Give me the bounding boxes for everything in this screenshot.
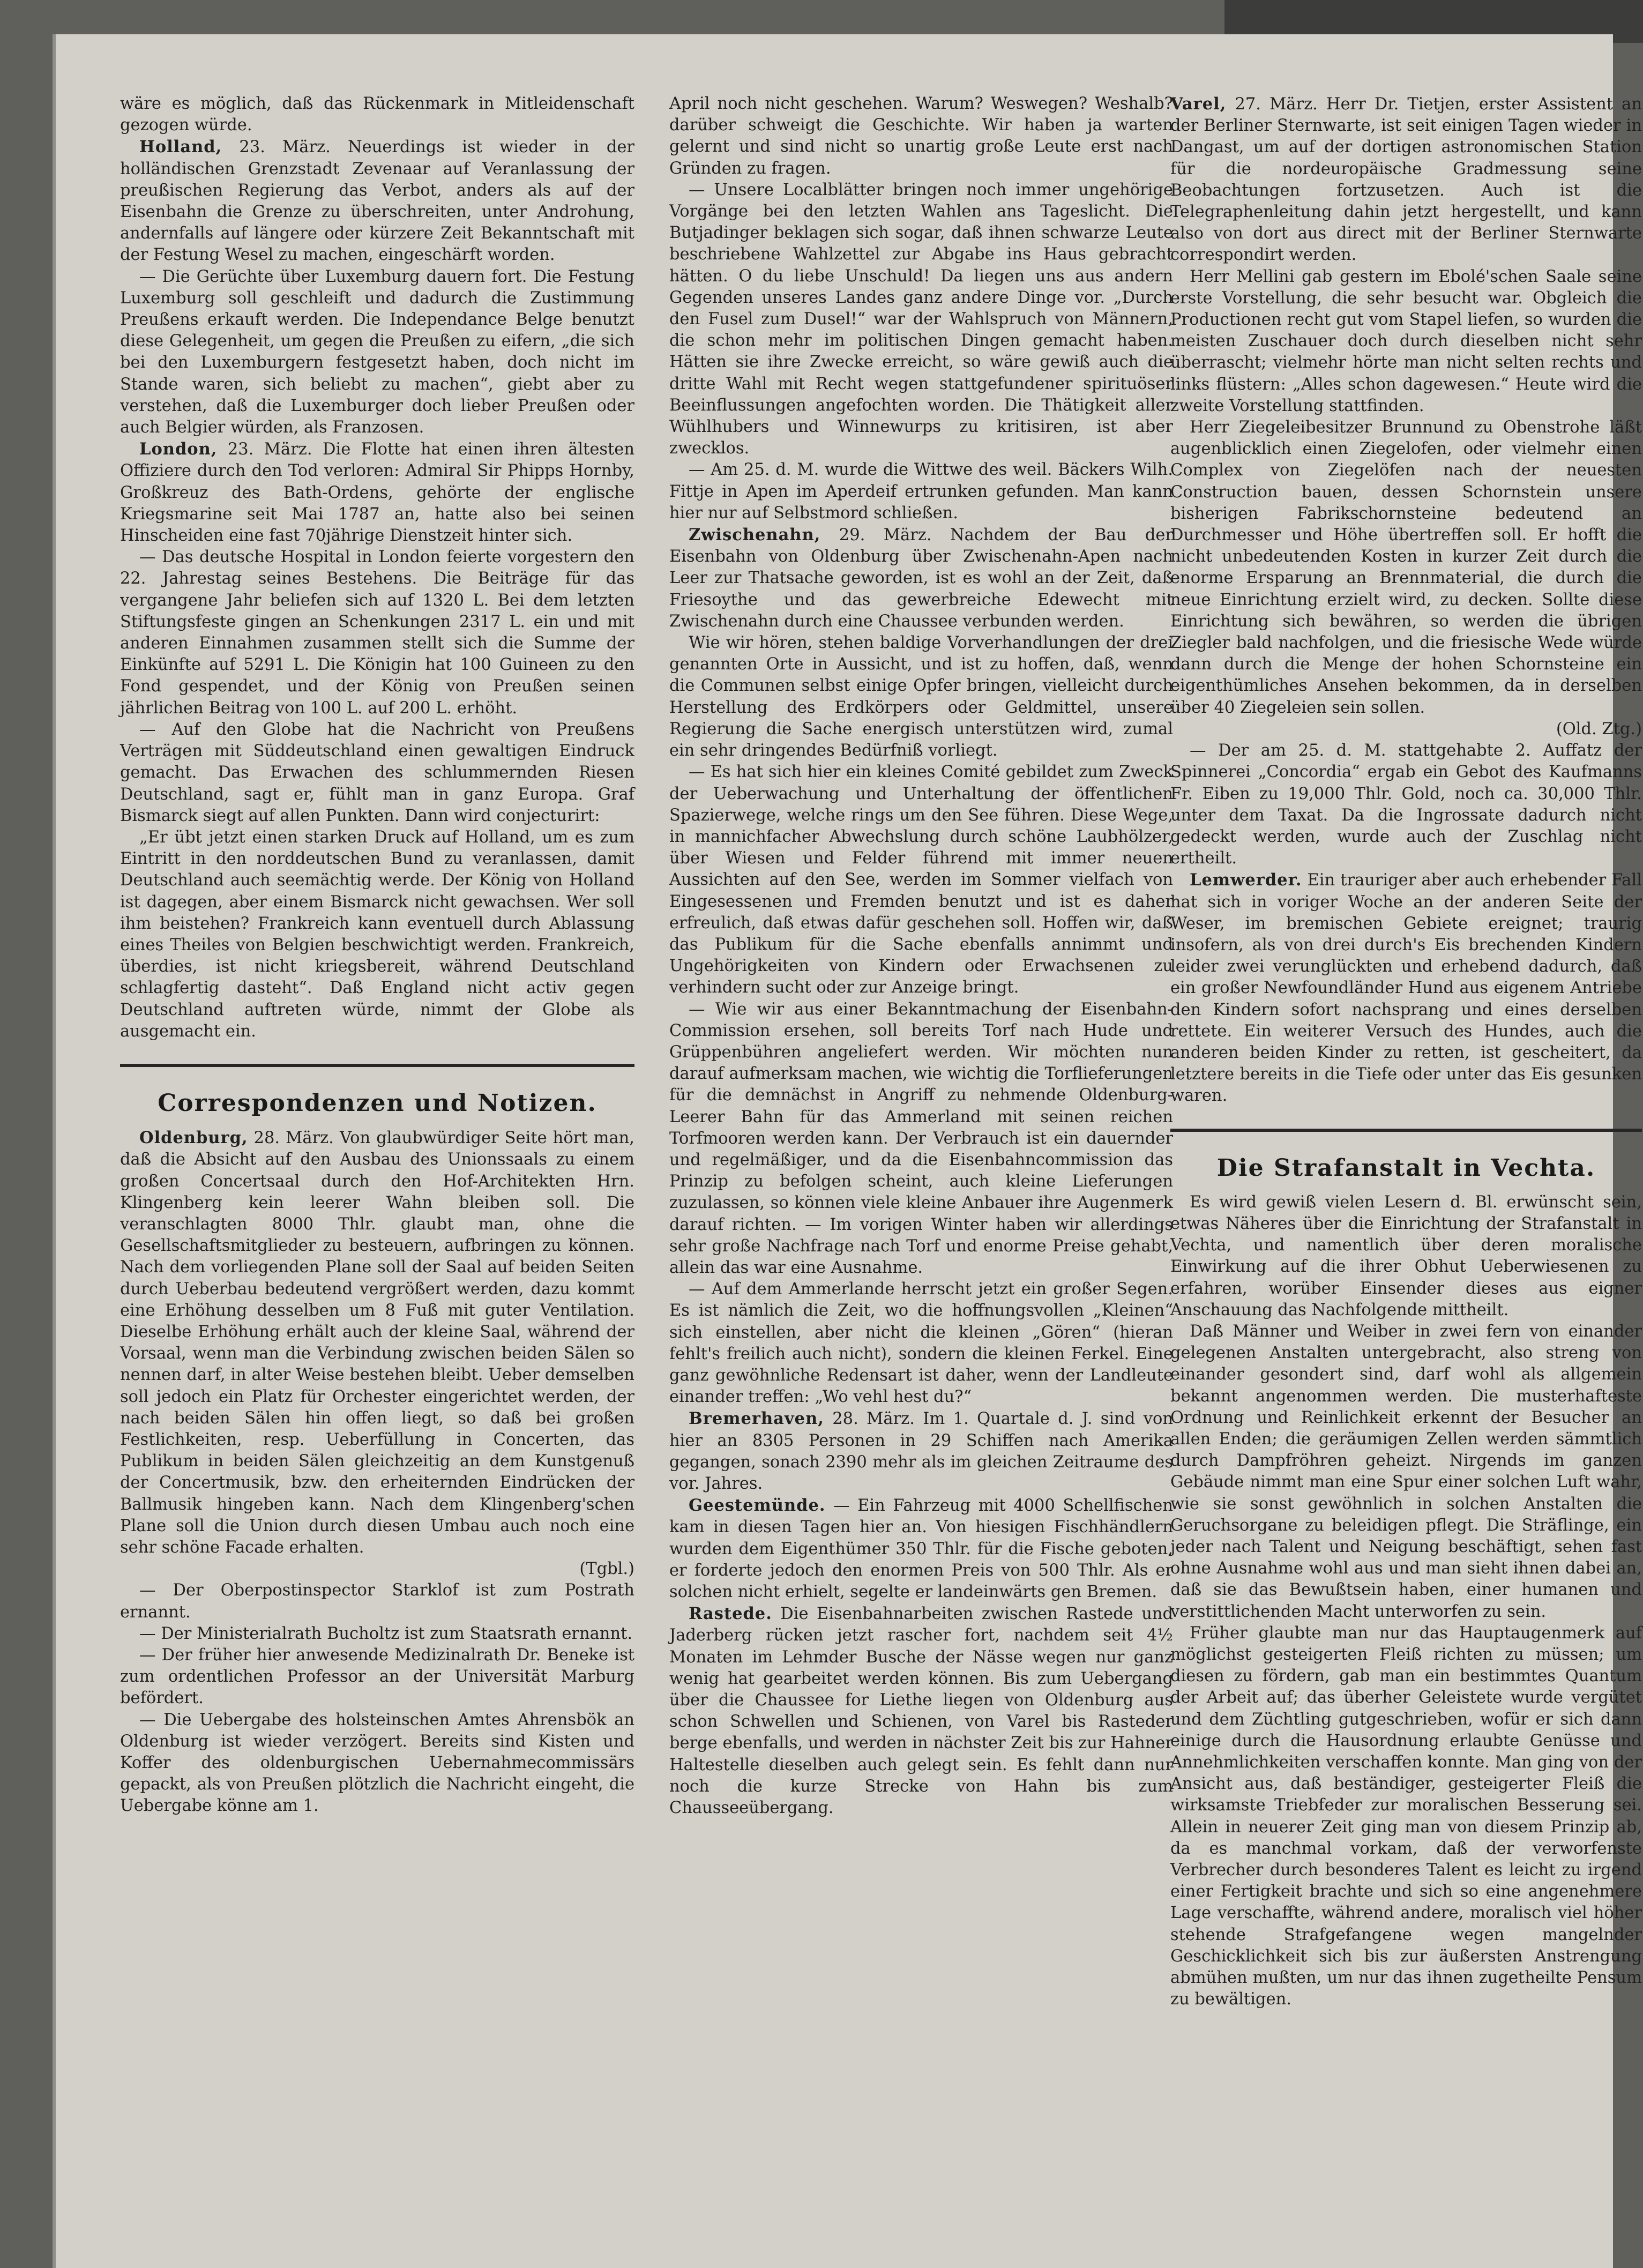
paragraph: — Der früher hier anwesende Medizinalrath Dr. Beneke ist zum ordentlichen Professor an der Universität Marburg befördert. (120, 1646, 634, 1708)
paragraph: „Er übt jetzt einen starken Druck auf Holland, um es zum Eintritt in den norddeutschen Bund zu veranlassen, damit Deutschland auch seemächtig werde. Der König von Holland ist dagegen, aber einem Bismarck nicht gewachsen. Wer soll ihm beistehen? Frankreich kann eventuell durch Ablassung eines Theiles von Belgien beschwichtigt werden. Frankreich, überdies, ist nicht kriegsbereit, während Deutschland schlagfertig dasteht“. Daß England nicht activ gegen Deutschland auftreten würde, nimmt der Globe als ausgemacht ein. (120, 827, 634, 1041)
dateline-place: Rastede. (689, 1604, 772, 1624)
section-divider (1170, 1129, 1642, 1132)
dateline-place: Zwischenahn, (689, 525, 821, 545)
paragraph: Es wird gewiß vielen Lesern d. Bl. erwünscht sein, etwas Näheres über die Einrichtung der Strafanstalt in Vechta, und namentlich über deren moralische Einwirkung auf die ihrer Obhut Ueberwiesenen zu erfahren, worüber Einsender dieses aus eigner Anschauung das Nachfolgende mittheilt. (1170, 1192, 1642, 1319)
article-heading: Die Strafanstalt in Vechta. (1216, 1154, 1596, 1182)
section-divider (120, 1064, 634, 1067)
paragraph: — Auf dem Ammerlande herrscht jetzt ein großer Segen. Es ist nämlich die Zeit, wo die hoffnungsvollen „Kleinen“ sich einstellen, aber nicht die kleinen „Gören“ (hieran fehlt's freilich auch nicht), sondern die kleinen Ferkel. Eine ganz gewöhnliche Redensart ist daher, wenn der Landleute einander treffen: „Wo vehl hest du?“ (669, 1280, 1173, 1407)
paragraph: Früher glaubte man nur das Hauptaugenmerk auf möglichst gesteigerten Fleiß richten zu müssen; um diesen zu fördern, gab man ein bestimmtes Quantum der Arbeit auf; das überher Geleistete wurde vergütet und dem Züchtling gutgeschrieben, wofür er sich dann einige durch die Hausordnung erlaubte Genüsse und Annehmlichkeiten verschaffen konnte. Man ging von der Ansicht aus, daß beständiger, gesteigerter Fleiß die wirksamste Triebfeder zur moralischen Besserung sei. Allein in neuerer Zeit ging man von diesem Prinzip ab, da es manchmal vorkam, daß der verworfenste Verbrecher durch besonderes Talent es leicht zu irgend einer Fertigkeit brachte und sich so eine angenehmere Lage verschaffte, während andere, moralisch viel höher stehende Strafgefangene wegen mangelnder Geschicklichkeit sich bis zur äußersten Anstrengung abmühen mußten, um nur das ihnen zugetheilte Pensum zu bewältigen. (1170, 1623, 1642, 2009)
paragraph: — Die Gerüchte über Luxemburg dauern fort. Die Festung Luxemburg soll geschleift und dadurch die Zustimmung Preußens erkauft werden. Die Independance Belge benutzt diese Gelegenheit, um gegen die Preußen zu eifern, „die sich bei den Luxemburgern festgesetzt haben, doch nicht im Stande waren, sich beliebt zu machen“, giebt aber zu verstehen, daß die Luxemburger doch lieber Preußen oder auch Belgier würden, als Franzosen. (120, 267, 634, 437)
dateline-place: Geestemünde. (689, 1496, 826, 1516)
source-signature: (Tgbl.) (579, 1560, 634, 1579)
article-text: 23. März. Die Flotte hat einen ihren ältesten Offiziere durch den Tod verloren: Admiral Sir Phipps Hornby, Großkreuz des Bath-Ordens, gehörte der englische Kriegsmarine seit Mai 1787 an, hatte also bei seinen Hinscheiden eine fast 70jährige Dienstzeit hinter sich. (120, 440, 634, 546)
paragraph: — Der am 25. d. M. stattgehabte 2. Auffatz der Spinnerei „Concordia“ ergab ein Gebot des Kaufmanns Fr. Eiben zu 19,000 Thlr. Gold, noch ca. 30,000 Thlr. unter dem Taxat. Da die Ingrossate dadurch nicht gedeckt werden, wurde auch der Zuschlag nicht ertheilt. (1170, 741, 1642, 868)
paragraph: Daß Männer und Weiber in zwei fern von einander gelegenen Anstalten untergebracht, also streng von einander gesondert sind, darf wohl als allgemein bekannt angenommen werden. Die musterhafteste Ordnung und Reinlichkeit erkennt der Besucher an allen Enden; die geräumigen Zellen werden sämmtlich durch Dampfröhren geheizt. Nirgends im ganzen Gebäude nimmt man eine Spur einer solchen Luft wahr, wie sie sonst gewöhnlich in solchen Anstalten die Geruchsorgane zu beleidigen pflegt. Die Sträflinge, ein jeder nach Talent und Neigung beschäftigt, sehen fast ohne Ausnahme wohl aus und man sieht ihnen dabei an, daß sie das Bewußtsein haben, einer humanen und verstittlichenden Macht unterworfen zu sein. (1170, 1322, 1642, 1621)
article-text: 23. März. Neuerdings ist wieder in der holländischen Grenzstadt Zevenaar auf Veranlassung der preußischen Regierung das Verbot, anders als auf der Eisenbahn die Grenze zu überschreiten, unter Androhung, andernfalls auf längere oder kürzere Zeit Bekanntschaft mit der Festung Wesel zu machen, eingeschärft worden. (120, 138, 634, 265)
article-geestemuende (669, 1495, 1173, 1603)
paragraph: — Der Ministerialrath Bucholtz ist zum Staatsrath ernannt. (139, 1624, 633, 1643)
paragraph: April noch nicht geschehen. Warum? Weswegen? Weshalb? darüber schweigt die Geschichte. Wir haben ja warten gelernt und sind nicht so unartig große Leute erst nach Gründen zu fragen. (669, 94, 1173, 178)
article-text: 27. März. Herr Dr. Tietjen, erster Assistent an der Berliner Sternwarte, ist seit einigen Tagen wieder in Dangast, um auf der dortigen astronomischen Station für die nordeuropäische Gradmessung seine Beobachtungen fortzusetzen. Auch ist die Telegraphenleitung dahin jetzt hergestellt, und kann also von dort aus direct mit der Berliner Sternwarte correspondirt werden. (1170, 95, 1642, 265)
paragraph: Herr Ziegeleibesitzer Brunnund zu Obenstrohe läßt augenblicklich einen Ziegelofen, oder vielmehr einen Complex von Ziegelöfen nach der neuesten Construction bauen, dessen Schornstein unsere bisherigen Fabrikschornsteine bedeutend an Durchmesser und Höhe übertreffen soll. Er hofft die nicht unbedeutenden Kosten in kurzer Zeit durch die enorme Ersparung an Brennmaterial, die durch die neue Einrichtung erzielt wird, zu decken. Sollte diese Einrichtung sich bewähren, so werden die übrigen Ziegler bald nachfolgen, und die friesische Wede würde dann durch die Menge der hohen Schornsteine ein eigenthümliches Ansehen bekommen, da in derselben über 40 Ziegeleien sein sollen. (1170, 418, 1642, 717)
article-bremerhaven (669, 1408, 1173, 1495)
dateline-place: Oldenburg, (139, 1128, 248, 1148)
paragraph: Wie wir hören, stehen baldige Vorverhandlungen der drei genannten Orte in Aussicht, und ist zu hoffen, daß, wenn die Communen selbst einige Opfer bringen, vielleicht durch Herstellung des Erdkörpers oder Geldmittel, unsere Regierung die Sache energisch unterstützen wird, zumal ein sehr dringendes Bedürfniß vorliegt. (669, 633, 1173, 760)
column-left (120, 93, 634, 1817)
paragraph: — Wie wir aus einer Bekanntmachung der Eisenbahn-Commission ersehen, soll bereits Torf nach Hude und Grüppenbühren angeliefert werden. Wir möchten nun darauf aufmerksam machen, wie wichtig die Torflieferungen für die demnächst in Angriff zu nehmende Oldenburg-Leerer Bahn für das Ammerland mit seinen reichen Torfmooren werden kann. Der Verbrauch ist ein dauernder und regelmäßiger, und da die Eisenbahncommission das Prinzip zu befolgen scheint, auch kleine Lieferungen zuzulassen, so können viele kleine Anbauer ihre Augenmerk darauf richten. — Im vorigen Winter haben wir allerdings sehr große Nachfrage nach Torf und enorme Preise gehabt, allein das war eine Ausnahme. (669, 999, 1173, 1277)
dateline-place: Lemwerder. (1190, 870, 1302, 890)
article-zwischenahn (669, 524, 1173, 632)
paragraph: — Der Oberpostinspector Starklof ist zum Postrath ernannt. (120, 1581, 634, 1622)
dateline-place: Varel, (1170, 94, 1227, 114)
dateline-place: Holland, (139, 137, 222, 157)
column-middle (669, 93, 1173, 1819)
article-text: Ein trauriger aber auch erhebender Fall hat sich in voriger Woche an der anderen Seite der Weser, im bremischen Gebiete ereignet; traurig insofern, als von drei durch's Eis brechenden Kindern leider zwei verunglückten und erhebend dadurch, daß ein großer Newfoundländer Hund aus eigenem Antriebe den Kindern sofort nachsprang und eines derselben rettete. Ein weiterer Versuch des Hundes, auch die anderen beiden Kinder zu retten, ist gescheitert, da letztere bereits in die Tiefe oder unter das Eis gesunken waren. (1170, 871, 1642, 1106)
paragraph: — Das deutsche Hospital in London feierte vorgestern den 22. Jahrestag seines Bestehens. Die Beiträge für das vergangene Jahr beliefen sich auf 1320 L. Bei dem letzten Stiftungsfeste gingen an Schenkungen 2317 L. ein und mit anderen Einnahmen zusammen stellt sich die Summe der Einkünfte auf 5291 L. Die Königin hat 100 Guineen zu den Fond gespendet, und der König von Preußen seinen jährlichen Beitrag von 100 L. auf 200 L. erhöht. (120, 548, 634, 718)
article-oldenburg (120, 1127, 634, 1558)
article-text: 28. März. Von glaubwürdiger Seite hört man, daß die Absicht auf den Ausbau des Unionssaals zu einem großen Concertsaal durch den Hof-Architekten Hrn. Klingenberg kein leerer Wahn bleiben soll. Die veranschlagten 8000 Thlr. glaubt man, ohne die Gesellschaftsmitglieder zu besteuern, aufbringen zu können. Nach dem vorliegenden Plane soll der Saal auf beiden Seiten durch Ueberbau bedeutend vergrößert werden, dazu kommt eine Erhöhung desselben um 8 Fuß mit guter Ventilation. Dieselbe Erhöhung erhält auch der kleine Saal, während der Vorsaal, wenn man die Verbindung zwischen beiden Sälen so nennen darf, in alter Weise bestehen bleibt. Ueber demselben soll jedoch ein Platz für Orchester eingerichtet werden, der nach beiden Sälen hin offen liegt, so daß bei großen Festlichkeiten, resp. Ueberfüllung in Concerten, das Publikum in beiden Sälen gleichzeitig an dem Kunstgenuß der Concertmusik, bzw. den erheiternden Eindrücken der Ballmusik hingeben kann. Nach dem Klingenberg'schen Plane soll die Union durch diesen Umbau auch noch eine sehr schöne Facade erhalten. (120, 1129, 634, 1557)
column-right (1170, 93, 1642, 2010)
article-text: 29. März. Nachdem der Bau der Eisenbahn von Oldenburg über Zwischenahn-Apen nach Leer zur Thatsache geworden, ist es wohl an der Zeit, daß Friesoythe und das gewerbreiche Edewecht mit Zwischenahn durch eine Chaussee verbunden werden. (669, 526, 1173, 631)
article-lemwerder (1170, 869, 1642, 1107)
article-text: 28. März. Im 1. Quartale d. J. sind von hier an 8305 Personen in 29 Schiffen nach Amerika gegangen, sonach 2390 mehr als im gleichen Zeitraume des vor. Jahres. (669, 1409, 1173, 1493)
article-varel (1170, 93, 1642, 266)
article-london (120, 438, 634, 547)
source-signature: (Old. Ztg.) (1556, 719, 1642, 738)
article-rastede (669, 1603, 1173, 1819)
dateline-place: London, (139, 439, 218, 459)
paragraph: — Die Uebergabe des holsteinschen Amtes Ahrensbök an Oldenburg ist wieder verzögert. Bereits sind Kisten und Koffer des oldenburgischen Uebernahmecommissärs gepackt, als von Preußen plötzlich die Nachricht eingeht, die Uebergabe könne am 1. (120, 1710, 634, 1816)
paragraph: Herr Mellini gab gestern im Ebolé'schen Saale seine erste Vorstellung, die sehr besucht war. Obgleich die Productionen recht gut vom Stapel liefen, so wurden die meisten Zuschauer doch durch dieselben nicht sehr überrascht; vielmehr hörte man nicht selten rechts und links flüstern: „Alles schon dagewesen.“ Heute wird die zweite Vorstellung stattfinden. (1170, 267, 1642, 415)
paragraph: wäre es möglich, daß das Rückenmark in Mitleidenschaft gezogen würde. (120, 94, 634, 135)
section-heading: Correspondenzen und Notizen. (158, 1089, 597, 1117)
paragraph: — Es hat sich hier ein kleines Comité gebildet zum Zweck der Ueberwachung und Unterhaltung der öffentlichen Spazierwege, welche rings um den See führen. Diese Wege, in mannichfacher Abwechslung durch schöne Laubhölzer, über Wiesen und Felder führend mit immer neuen Aussichten auf den See, werden im Sommer vielfach von Eingesessenen und Fremden benutzt und ist es daher erfreulich, daß etwas dafür geschehen soll. Hoffen wir, daß das Publikum für die Sache ebenfalls annimmt und Ungehörigkeiten von Kindern oder Erwachsenen zu verhindern sucht oder zur Anzeige bringt. (669, 763, 1173, 997)
article-text: Die Eisenbahnarbeiten zwischen Rastede und Jaderberg rücken jetzt rascher fort, nachdem seit 4½ Monaten im Lehmder Busche der Nässe wegen nur ganz wenig hat gearbeitet werden können. Bis zum Uebergang über die Chaussee for Liethe liegen von Oldenburg aus schon Schwellen und Schienen, von Varel bis Rasteder berge ebenfalls, und werden in nächster Zeit bis zur Hahner Haltestelle dieselben auch gelegt sein. Es fehlt dann nur noch die kurze Strecke von Hahn bis zum Chausseeübergang. (669, 1605, 1173, 1818)
article-text: — Ein Fahrzeug mit 4000 Schellfischen kam in diesen Tagen hier an. Von hiesigen Fischhändlern wurden dem Eigenthümer 350 Thlr. für die Fische geboten, er forderte jedoch den enormen Preis von 500 Thlr. Als er solchen nicht erhielt, segelte er landeinwärts gen Bremen. (669, 1496, 1173, 1602)
paragraph: — Unsere Localblätter bringen noch immer ungehörige Vorgänge bei den letzten Wahlen ans Tageslicht. Die Butjadinger beklagen sich sogar, daß ihnen schwarze Leute beschriebene Wahlzettel zur Abgabe ins Haus gebracht hätten. O du liebe Unschuld! Da liegen uns aus andern Gegenden unseres Landes ganz andere Dinge vor. „Durch den Fusel zum Dusel!“ war der Wahlspruch von Männern, die schon mehr im politischen Dingen gemacht haben. Hätten sie ihre Zwecke erreicht, so wäre gewiß auch die dritte Wahl mit Recht wegen stattgefundener spirituöser Beeinflussungen angefochten worden. Die Thätigkeit aller Wühlhubers und Winnewurps zu kritisiren, ist aber zwecklos. (669, 180, 1173, 458)
dateline-place: Bremerhaven, (689, 1409, 824, 1429)
newspaper-page (53, 34, 1642, 2268)
paragraph: — Am 25. d. M. wurde die Wittwe des weil. Bäckers Wilh. Fittje in Apen im Aperdeif ertrunken gefunden. Man kann hier nur auf Selbstmord schließen. (669, 460, 1173, 523)
article-holland (120, 136, 634, 266)
paragraph: — Auf den Globe hat die Nachricht von Preußens Verträgen mit Süddeutschland einen gewaltigen Eindruck gemacht. Das Erwachen des schlummernden Riesen Deutschland, sagt er, fühlt man in ganz Europa. Graf Bismarck siegt auf allen Punkten. Dann wird conjecturirt: (120, 720, 634, 825)
